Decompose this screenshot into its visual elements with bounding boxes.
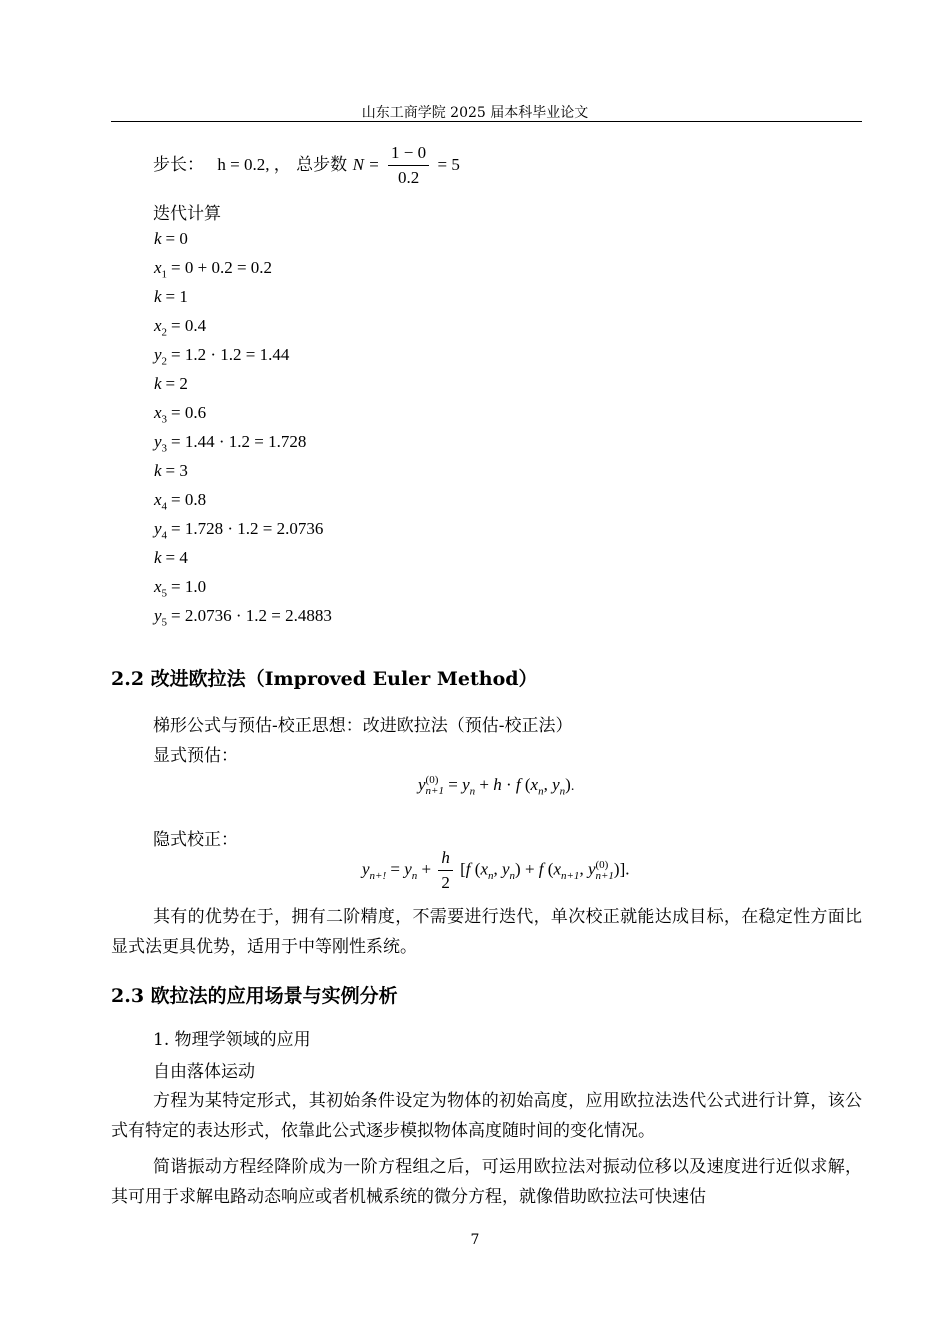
iteration-rhs: = 0 + 0.2 = 0.2: [171, 258, 273, 277]
iteration-row: [154, 229, 188, 251]
iteration-subscript: 2: [161, 355, 168, 368]
iteration-rhs: = 1.728 · 1.2 = 2.0736: [171, 519, 324, 538]
item-physics: 1. 物理学领域的应用: [153, 1030, 311, 1050]
iteration-subscript: 3: [161, 442, 168, 455]
iteration-rhs: = 2: [165, 374, 188, 393]
free-fall-paragraph: 方程为某特定形式，其初始条件设定为物体的初始高度，应用欧拉法迭代公式进行计算，该公式有特定的表达形式，依靠此公式逐步模拟物体高度随时间的变化情况。: [111, 1091, 862, 1141]
iteration-row: [154, 258, 272, 280]
iteration-variable: x: [154, 316, 162, 335]
iteration-subscript: 5: [161, 616, 168, 629]
iteration-title: 迭代计算: [153, 204, 221, 224]
iteration-row: [154, 490, 206, 512]
iteration-row: [154, 606, 332, 628]
step-label: 步长：: [153, 155, 204, 175]
iteration-variable: k: [154, 287, 162, 306]
iteration-row: [154, 345, 289, 367]
page-header: 山东工商学院 2025 届本科毕业论文: [361, 105, 589, 121]
iteration-rhs: = 0: [165, 229, 188, 248]
iteration-row: [154, 577, 206, 599]
step-fraction: [388, 143, 429, 188]
fraction-denominator: 0.2: [397, 168, 420, 187]
iteration-variable: y: [154, 432, 162, 451]
iteration-rhs: = 4: [165, 548, 188, 567]
explicit-equation: y (0) n+1 = $y_n + h \cdot f$ ($x_n$, $y_n$).: [418, 774, 575, 798]
eq-superscript: (0): [425, 774, 439, 787]
iteration-rhs: = 1.2 · 1.2 = 1.44: [171, 345, 290, 364]
iteration-variable: k: [154, 548, 162, 567]
iteration-rhs: = 3: [165, 461, 188, 480]
iteration-row: [154, 461, 188, 483]
iteration-subscript: 2: [161, 326, 168, 339]
iteration-row: [154, 316, 206, 338]
iteration-rhs: = 1: [165, 287, 188, 306]
eq-subscript: n+1: [425, 785, 444, 798]
section-2-2-title: 2.2 改进欧拉法（Improved Euler Method）: [111, 668, 538, 690]
iteration-row: [154, 403, 206, 425]
iteration-variable: x: [154, 403, 162, 422]
iteration-variable: k: [154, 374, 162, 393]
header-rule: [111, 121, 862, 122]
iteration-variable: x: [154, 577, 162, 596]
iteration-variable: x: [154, 258, 162, 277]
iteration-rhs: = 0.8: [171, 490, 207, 509]
two-denominator: 2: [441, 873, 450, 892]
iteration-subscript: 5: [161, 587, 168, 600]
step-result: = 5: [437, 155, 460, 174]
iteration-subscript: 3: [161, 413, 168, 426]
iteration-row: [154, 519, 323, 541]
iteration-variable: x: [154, 490, 162, 509]
implicit-equation: $y_{n+!} = y_n$ + $\frac{h}{2}$ [f ($x_n$, $y_n) + f$ ($x_{n+1}$, y (0) n+1 )].: [362, 848, 630, 892]
step-h-expr: h = 0.2, ，: [217, 155, 291, 174]
explicit-label: 显式预估：: [153, 746, 238, 766]
iteration-subscript: 4: [161, 529, 168, 542]
iteration-rhs: = 0.4: [171, 316, 207, 335]
section-2-3-title: 2.3 欧拉法的应用场景与实例分析: [111, 985, 398, 1007]
page-number: 7: [470, 1232, 480, 1248]
h-numerator: h: [438, 848, 453, 871]
total-steps-label: 总步数: [296, 155, 348, 175]
iteration-subscript: 1: [161, 268, 168, 281]
iteration-row: [154, 287, 188, 309]
oscillation-paragraph: 简谐振动方程经降阶成为一阶方程组之后，可运用欧拉法对振动位移以及速度进行近似求解，其可用于求解电路动态响应或者机械系统的微分方程，就像借助欧拉法可快速估: [111, 1157, 862, 1207]
free-fall-subtitle: 自由落体运动: [153, 1062, 255, 1082]
iteration-variable: y: [154, 519, 162, 538]
iteration-rhs: = 0.6: [171, 403, 207, 422]
iteration-subscript: 4: [161, 500, 168, 513]
iteration-variable: k: [154, 229, 162, 248]
iteration-variable: k: [154, 461, 162, 480]
h-over-2-fraction: [438, 848, 453, 893]
step-line: [153, 143, 460, 188]
section-2-2-intro: 梯形公式与预估-校正思想：改进欧拉法（预估-校正法）: [153, 716, 573, 736]
iteration-variable: y: [154, 606, 162, 625]
iteration-row: [154, 432, 306, 454]
iteration-row: [154, 548, 188, 570]
advantage-paragraph: 其有的优势在于，拥有二阶精度，不需要进行迭代，单次校正就能达成目标，在稳定性方面比显式法更具优势，适用于中等刚性系统。: [111, 907, 862, 957]
iteration-rhs: = 1.44 · 1.2 = 1.728: [171, 432, 307, 451]
iteration-row: [154, 374, 188, 396]
iteration-variable: y: [154, 345, 162, 364]
fraction-numerator: 1 − 0: [388, 143, 429, 166]
iteration-rhs: = 2.0736 · 1.2 = 2.4883: [171, 606, 332, 625]
implicit-label: 隐式校正：: [153, 830, 238, 850]
n-variable: N =: [352, 155, 380, 174]
iteration-rhs: = 1.0: [171, 577, 207, 596]
